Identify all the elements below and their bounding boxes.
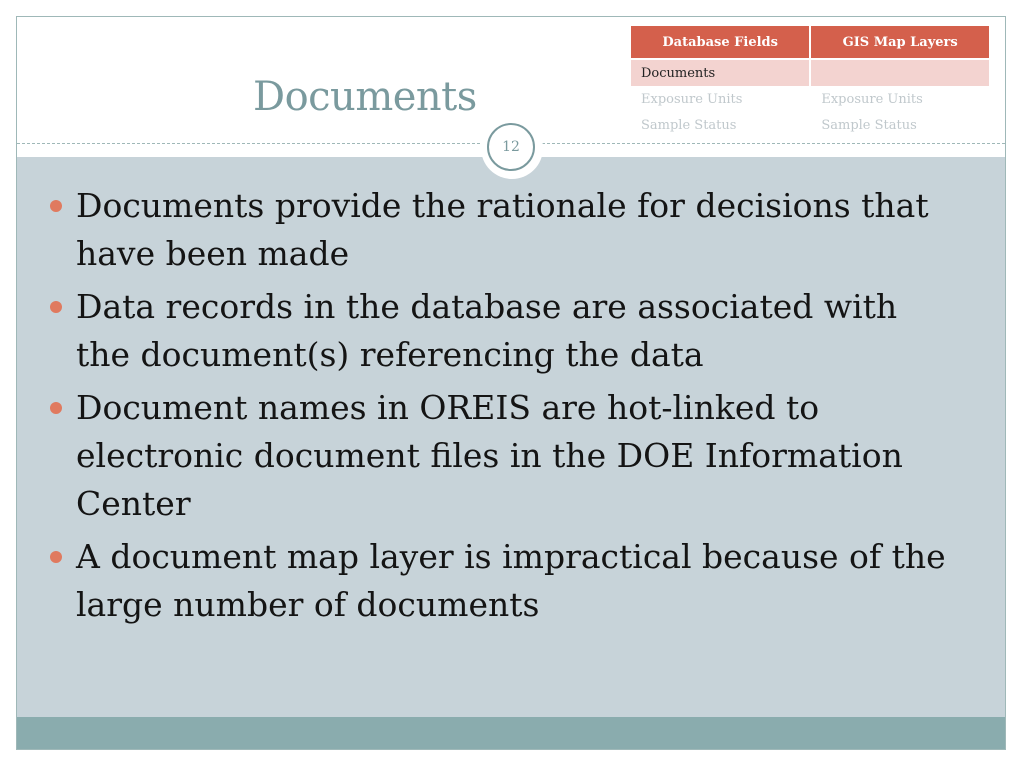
legend-header-gis-map-layers: GIS Map Layers (810, 26, 989, 59)
legend-row-sample-status (631, 112, 989, 138)
legend-cell-field: Exposure Units (631, 86, 810, 112)
bullet-text: Documents provide the rationale for decisions that have been made (76, 186, 929, 273)
bullet-dot-icon (50, 301, 62, 313)
bullet-item (50, 182, 960, 278)
legend-table (631, 26, 989, 138)
bullet-list (50, 182, 960, 634)
legend-cell-layer: Exposure Units (810, 86, 989, 112)
legend-row-exposure-units (631, 86, 989, 112)
legend-row-documents (631, 59, 989, 86)
legend-header-row (631, 26, 989, 59)
page-number: 12 (502, 139, 520, 155)
bullet-text: Data records in the database are associated with the document(s) referencing the data (76, 287, 898, 374)
page-number-badge (487, 123, 535, 171)
footer-bar (17, 717, 1005, 750)
legend-cell-layer: Sample Status (810, 112, 989, 138)
bullet-dot-icon (50, 402, 62, 414)
bullet-item (50, 283, 960, 379)
bullet-text: A document map layer is impractical because of the large number of documents (76, 537, 946, 624)
bullet-item (50, 533, 960, 629)
bullet-text: Document names in OREIS are hot-linked to electronic document files in the DOE Information Center (76, 388, 903, 523)
bullet-dot-icon (50, 551, 62, 563)
bullet-item (50, 384, 960, 528)
legend-header-database-fields: Database Fields (631, 26, 810, 59)
bullet-dot-icon (50, 200, 62, 212)
slide-title: Documents (253, 74, 477, 120)
legend-cell-field: Sample Status (631, 112, 810, 138)
legend-cell-layer (810, 59, 989, 86)
legend-cell-field: Documents (631, 59, 810, 86)
